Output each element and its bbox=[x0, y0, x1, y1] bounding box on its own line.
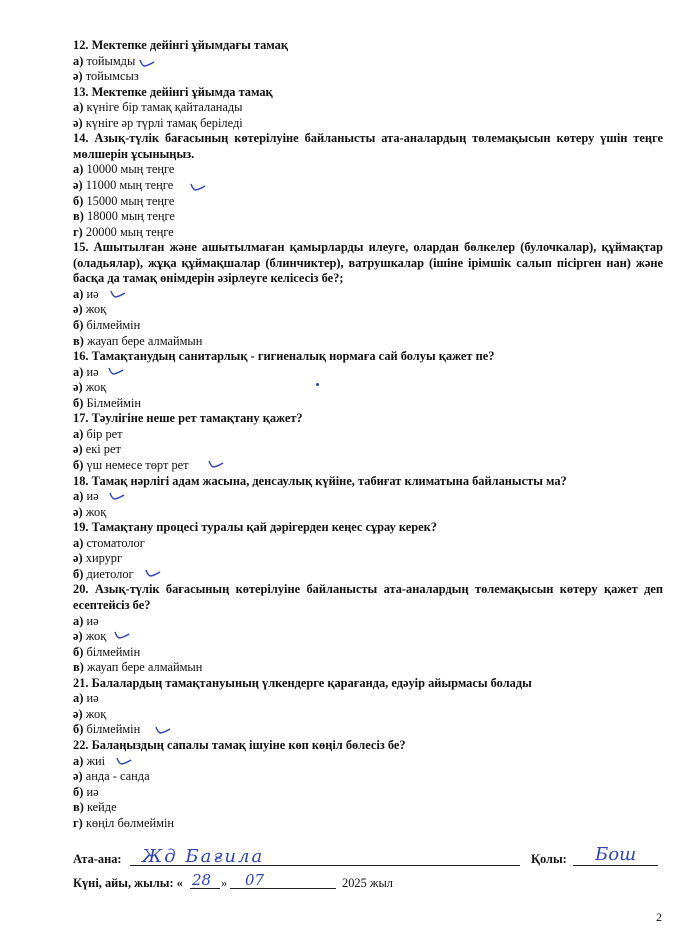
checkmark-icon bbox=[155, 722, 171, 734]
q17-option-b[interactable]: б) үш немесе төрт рет bbox=[73, 458, 189, 472]
q19-option-a[interactable]: а) стоматолог bbox=[73, 535, 145, 550]
q22-option-b[interactable]: б) иә bbox=[73, 784, 99, 799]
question-14-title: 14. Азық-түлік бағасының көтерілуіне байланысты ата-аналардың төлемақысын көтеру үшін теңге мөлшерін ұсыныңыз. bbox=[73, 131, 663, 161]
question-12-title: 12. Мектепке дейінгі ұйымдағы тамақ bbox=[73, 38, 288, 52]
checkmark-icon bbox=[108, 363, 124, 375]
question-16-title: 16. Тамақтанудың санитарлық - гигиеналық нормаға сай болуы қажет пе? bbox=[73, 349, 495, 364]
question-19-title: 19. Тамақтану процесі туралы қай дәрігерден кеңес сұрау керек? bbox=[73, 520, 437, 535]
q13-option-ae[interactable]: ә) күніге әр түрлі тамақ беріледі bbox=[73, 115, 243, 130]
q14-option-ae[interactable]: ә) 11000 мың теңге bbox=[73, 178, 174, 192]
q22-option-v[interactable]: в) кейде bbox=[73, 800, 117, 815]
checkmark-icon bbox=[110, 286, 126, 298]
year-text: 2025 жыл bbox=[342, 876, 393, 890]
page-number: 2 bbox=[656, 910, 662, 924]
q12-option-ae[interactable]: ә) тойымсыз bbox=[73, 69, 139, 84]
checkmark-icon bbox=[109, 488, 125, 500]
q14-option-a[interactable]: а) 10000 мың теңге bbox=[73, 162, 175, 177]
q15-option-b[interactable]: б) білмеймін bbox=[73, 318, 141, 332]
q22-option-ae[interactable]: ә) анда - санда bbox=[73, 769, 150, 784]
checkmark-icon bbox=[190, 179, 206, 191]
checkmark-icon bbox=[139, 55, 155, 67]
q21-option-b[interactable]: б) білмеймін bbox=[73, 722, 141, 737]
question-13-title: 13. Мектепке дейінгі ұйымда тамақ bbox=[73, 84, 273, 99]
q19-option-ae[interactable]: ә) хирург bbox=[73, 551, 123, 566]
q22-option-g[interactable]: г) көңіл бөлмеймін bbox=[73, 815, 175, 830]
question-22-title: 22. Балаңыздың сапалы тамақ ішуіне көп көңіл бөлесіз бе? bbox=[73, 738, 406, 752]
q20-option-ae[interactable]: ә) жоқ bbox=[73, 629, 107, 644]
checkmark-icon bbox=[208, 456, 224, 468]
day-handwriting: 28 bbox=[192, 871, 212, 889]
question-21-title: 21. Балалардың тамақтануының үлкендерге қарағанда, едәуір айырмасы болады bbox=[73, 675, 532, 690]
q15-option-a[interactable]: а) иә bbox=[73, 286, 99, 301]
signature-handwriting: Бош bbox=[595, 844, 637, 865]
question-17-title: 17. Тәулігіне неше рет тамақтану қажет? bbox=[73, 411, 303, 426]
checkmark-icon bbox=[116, 753, 132, 765]
question-15-title: 15. Ашытылған және ашытылмаған қамырларды илеуге, олардан бөлкелер (булочкалар), құймақтар (оладьялар), жұқа құймақшалар (блинчиктер), ватрушкалар (ішіне ірімшік салып пісірген нан) және басқа да тамақ өнімдерін әзірлеуге келісесіз бе?; bbox=[73, 240, 663, 286]
parent-name-handwriting: Жд Бағила bbox=[142, 846, 265, 867]
signature-line[interactable] bbox=[573, 865, 658, 866]
q22-option-a[interactable]: а) жиі bbox=[73, 753, 106, 768]
q12-option-a[interactable]: а) тойымды bbox=[73, 53, 136, 68]
month-handwriting: 07 bbox=[245, 871, 265, 889]
q20-option-b[interactable]: б) білмеймін bbox=[73, 644, 141, 659]
q19-option-b[interactable]: б) диетолог bbox=[73, 566, 134, 581]
q17-option-ae[interactable]: ә) екі рет bbox=[73, 442, 121, 457]
q18-option-a[interactable]: а) иә bbox=[73, 489, 99, 504]
question-18-title: 18. Тамақ нәрлігі адам жасына, денсаулық күйіне, табиғат климатына байланысты ма? bbox=[73, 473, 567, 488]
q21-option-a[interactable]: а) иә bbox=[73, 691, 99, 706]
q15-option-ae[interactable]: ә) жоқ bbox=[73, 302, 107, 317]
date-label: Күні, айы, жылы: « bbox=[73, 876, 183, 890]
q20-option-v[interactable]: в) жауап бере алмаймын bbox=[73, 660, 203, 675]
q18-option-ae[interactable]: ә) жоқ bbox=[73, 504, 107, 519]
q14-option-b[interactable]: б) 15000 мың теңге bbox=[73, 193, 175, 208]
q14-option-v[interactable]: в) 18000 мың теңге bbox=[73, 209, 175, 224]
checkmark-icon bbox=[145, 565, 161, 577]
q21-option-ae[interactable]: ә) жоқ bbox=[73, 706, 107, 721]
q16-option-b[interactable]: б) Білмеймін bbox=[73, 395, 142, 410]
q17-option-a[interactable]: а) бір рет bbox=[73, 426, 123, 441]
q14-option-g[interactable]: г) 20000 мың теңге bbox=[73, 224, 174, 239]
ink-dot bbox=[316, 383, 319, 386]
q16-option-a[interactable]: а) иә bbox=[73, 364, 99, 379]
q13-option-a[interactable]: а) күніге бір тамақ қайталанады bbox=[73, 100, 243, 115]
day-close: » bbox=[221, 876, 228, 890]
parent-label: Ата-ана: bbox=[73, 852, 122, 866]
q20-option-a[interactable]: а) иә bbox=[73, 613, 99, 628]
question-20-title: 20. Азық-түлік бағасының көтерілуіне байланысты ата-аналардың төлемақысын көтеру қажет деп есептейсіз бе? bbox=[73, 582, 663, 612]
checkmark-icon bbox=[114, 627, 130, 639]
signature-label: Қолы: bbox=[531, 852, 567, 866]
q15-option-v[interactable]: в) жауап бере алмаймын bbox=[73, 333, 203, 348]
q16-option-ae[interactable]: ә) жоқ bbox=[73, 380, 107, 395]
